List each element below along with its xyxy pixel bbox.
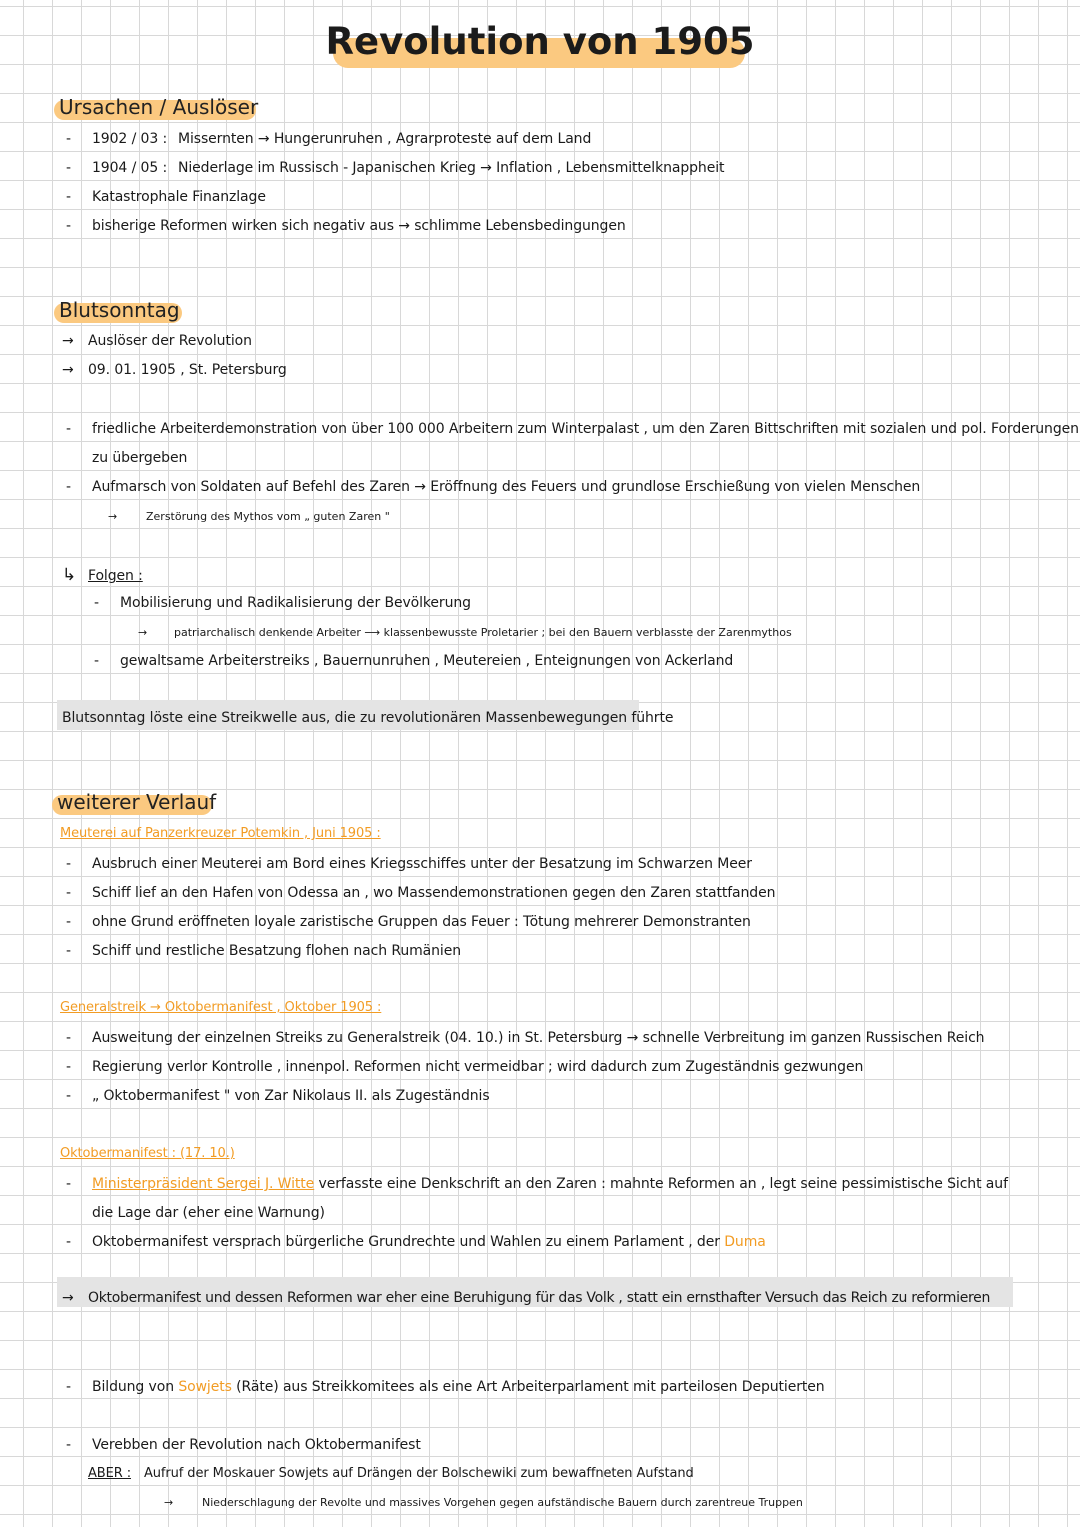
arrow-icon: → bbox=[62, 333, 74, 349]
list-item: → Niederschlagung der Revolte und massives Vorgehen gegen aufständische Bauern durch zarentreue Truppen bbox=[164, 1496, 803, 1509]
list-item: - „ Oktobermanifest " von Zar Nikolaus II. als Zugeständnis bbox=[66, 1088, 490, 1104]
list-item: - bisherige Reformen wirken sich negativ aus → schlimme Lebensbedingungen bbox=[66, 218, 626, 234]
list-item: → Auslöser der Revolution bbox=[62, 333, 252, 349]
list-item: ABER : Aufruf der Moskauer Sowjets auf Drängen der Bolschewiki zum bewaffneten Aufstand bbox=[88, 1466, 694, 1481]
highlight-duma: Duma bbox=[724, 1234, 766, 1250]
arrow-icon: → bbox=[108, 510, 118, 523]
page-title: Revolution von 1905 bbox=[325, 20, 755, 63]
folgen-label: ↳ Folgen : bbox=[62, 565, 143, 585]
list-item: - 1902 / 03 : Missernten → Hungerunruhen , Agrarproteste auf dem Land bbox=[66, 131, 592, 147]
list-item: - Verebben der Revolution nach Oktobermanifest bbox=[66, 1437, 421, 1453]
highlight-witte: Ministerpräsident Sergei J. Witte bbox=[92, 1176, 315, 1192]
arrow-icon: → bbox=[164, 1496, 174, 1509]
list-item: - Regierung verlor Kontrolle , innenpol. Reformen nicht vermeidbar ; wird dadurch zum Zugeständnis gezwungen bbox=[66, 1059, 864, 1075]
list-item: → patriarchalisch denkende Arbeiter ⟶ klassenbewusste Proletarier ; bei den Bauern verblasste der Zarenmythos bbox=[138, 626, 792, 639]
list-item: - Ministerpräsident Sergei J. Witte verfasste eine Denkschrift an den Zaren : mahnte Reformen an , legt seine pessimistische Sicht auf bbox=[66, 1176, 1008, 1192]
list-item-continued: zu übergeben bbox=[92, 450, 188, 466]
list-item: - Aufmarsch von Soldaten auf Befehl des Zaren → Eröffnung des Feuers und grundlose Erschießung von vielen Menschen bbox=[66, 479, 921, 495]
heading-weiterer-verlauf: weiterer Verlauf bbox=[57, 790, 217, 814]
summary-text: → Oktobermanifest und dessen Reformen war eher eine Beruhigung für das Volk , statt ein ernsthafter Versuch das Reich zu reformieren bbox=[62, 1290, 991, 1306]
list-item: - gewaltsame Arbeiterstreiks , Bauernunruhen , Meutereien , Enteignungen von Ackerland bbox=[94, 653, 734, 669]
summary-text: Blutsonntag löste eine Streikwelle aus, die zu revolutionären Massenbewegungen führte bbox=[62, 710, 674, 726]
list-item: - Bildung von Sowjets (Räte) aus Streikkomitees als eine Art Arbeiterparlament mit parteilosen Deputierten bbox=[66, 1379, 825, 1395]
list-item: - Ausbruch einer Meuterei am Bord eines Kriegsschiffes unter der Besatzung im Schwarzen Meer bbox=[66, 856, 752, 872]
subheading-generalstreik: Generalstreik → Oktobermanifest , Oktober 1905 : bbox=[60, 1000, 382, 1015]
subheading-potemkin: Meuterei auf Panzerkreuzer Potemkin , Juni 1905 : bbox=[60, 826, 381, 841]
list-item: - Schiff lief an den Hafen von Odessa an , wo Massendemonstrationen gegen den Zaren stattfanden bbox=[66, 885, 776, 901]
arrow-icon: → bbox=[62, 362, 74, 378]
list-item: - 1904 / 05 : Niederlage im Russisch - Japanischen Krieg → Inflation , Lebensmittelknappheit bbox=[66, 160, 725, 176]
subheading-oktobermanifest: Oktobermanifest : (17. 10.) bbox=[60, 1146, 235, 1161]
hook-arrow-icon: ↳ bbox=[62, 565, 77, 585]
list-item: - Mobilisierung und Radikalisierung der Bevölkerung bbox=[94, 595, 471, 611]
list-item: - ohne Grund eröffneten loyale zaristische Gruppen das Feuer : Tötung mehrerer Demonstranten bbox=[66, 914, 751, 930]
list-item: - friedliche Arbeiterdemonstration von über 100 000 Arbeitern zum Winterpalast , um den Zaren Bittschriften mit sozialen und pol. Forderungen bbox=[66, 421, 1079, 437]
list-item: → Zerstörung des Mythos vom „ guten Zaren " bbox=[108, 510, 390, 523]
list-item-continued: die Lage dar (eher eine Warnung) bbox=[92, 1205, 325, 1221]
heading-ursachen: Ursachen / Auslöser bbox=[59, 95, 259, 119]
list-item: - Ausweitung der einzelnen Streiks zu Generalstreik (04. 10.) in St. Petersburg → schnelle Verbreitung im ganzen Russischen Reich bbox=[66, 1030, 985, 1046]
arrow-icon: → bbox=[138, 626, 148, 639]
list-item: - Oktobermanifest versprach bürgerliche Grundrechte und Wahlen zu einem Parlament , der Duma bbox=[66, 1234, 766, 1250]
list-item: → 09. 01. 1905 , St. Petersburg bbox=[62, 362, 287, 378]
heading-blutsonntag: Blutsonntag bbox=[59, 298, 180, 322]
arrow-icon: → bbox=[62, 1290, 74, 1306]
highlight-sowjets: Sowjets bbox=[178, 1379, 232, 1395]
list-item: - Katastrophale Finanzlage bbox=[66, 189, 266, 205]
list-item: - Schiff und restliche Besatzung flohen nach Rumänien bbox=[66, 943, 462, 959]
